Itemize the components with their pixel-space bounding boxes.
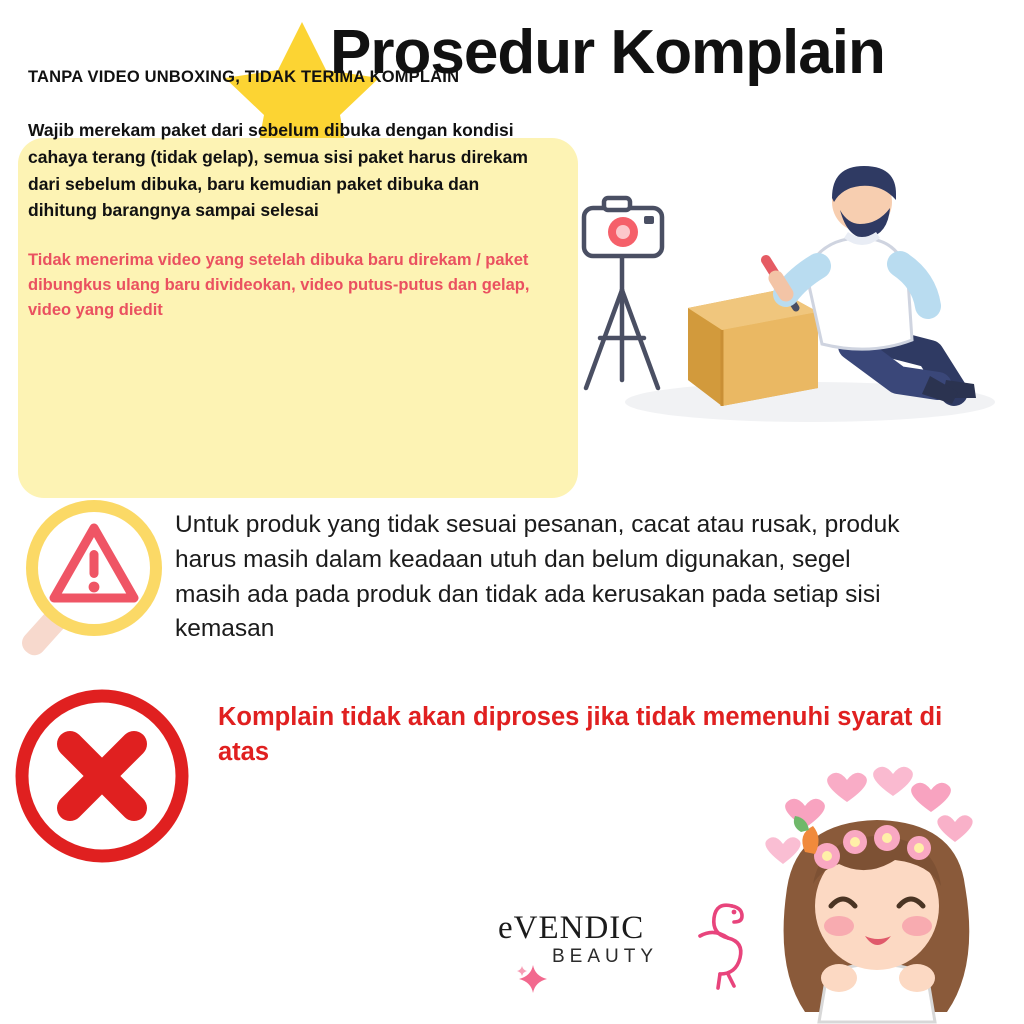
sparkle-icon (516, 962, 550, 996)
condition-text: Untuk produk yang tidak sesuai pesanan, cacat atau rusak, produk harus masih dalam keadaan utuh dan belum digunakan, segel masih ada pada produk dan tidak ada kerusakan pada setiap sisi kemasan (175, 511, 900, 643)
note-heading: TANPA VIDEO UNBOXING, TIDAK TERIMA KOMPLAIN (28, 68, 460, 86)
girl-with-flower-crown-illustration (735, 760, 1015, 1024)
brand-name: eVENDIC (498, 910, 645, 946)
cross-circle-icon (12, 686, 192, 866)
warning-triangle-magnifier-icon (22, 498, 182, 688)
note-warning: Tidak menerima video yang setelah dibuka baru direkam / paket dibungkus ulang baru divideokan, video putus-putus dan gelap, video yang diedit (28, 251, 530, 320)
brand-subtitle: BEAUTY (552, 946, 659, 967)
note-body: Wajib merekam paket dari sebelum dibuka dengan kondisi cahaya terang (tidak gelap), semua sisi paket harus direkam dari sebelum dibuka, baru kemudian paket dibuka dan dihitung barangnya sampai selesai (28, 120, 528, 221)
reject-text: Komplain tidak akan diproses jika tidak memenuhi syarat di atas (218, 703, 943, 767)
page-title: Prosedur Komplain (330, 18, 885, 87)
man-filming-box-illustration (560, 140, 1012, 440)
brand-logo (498, 900, 758, 990)
